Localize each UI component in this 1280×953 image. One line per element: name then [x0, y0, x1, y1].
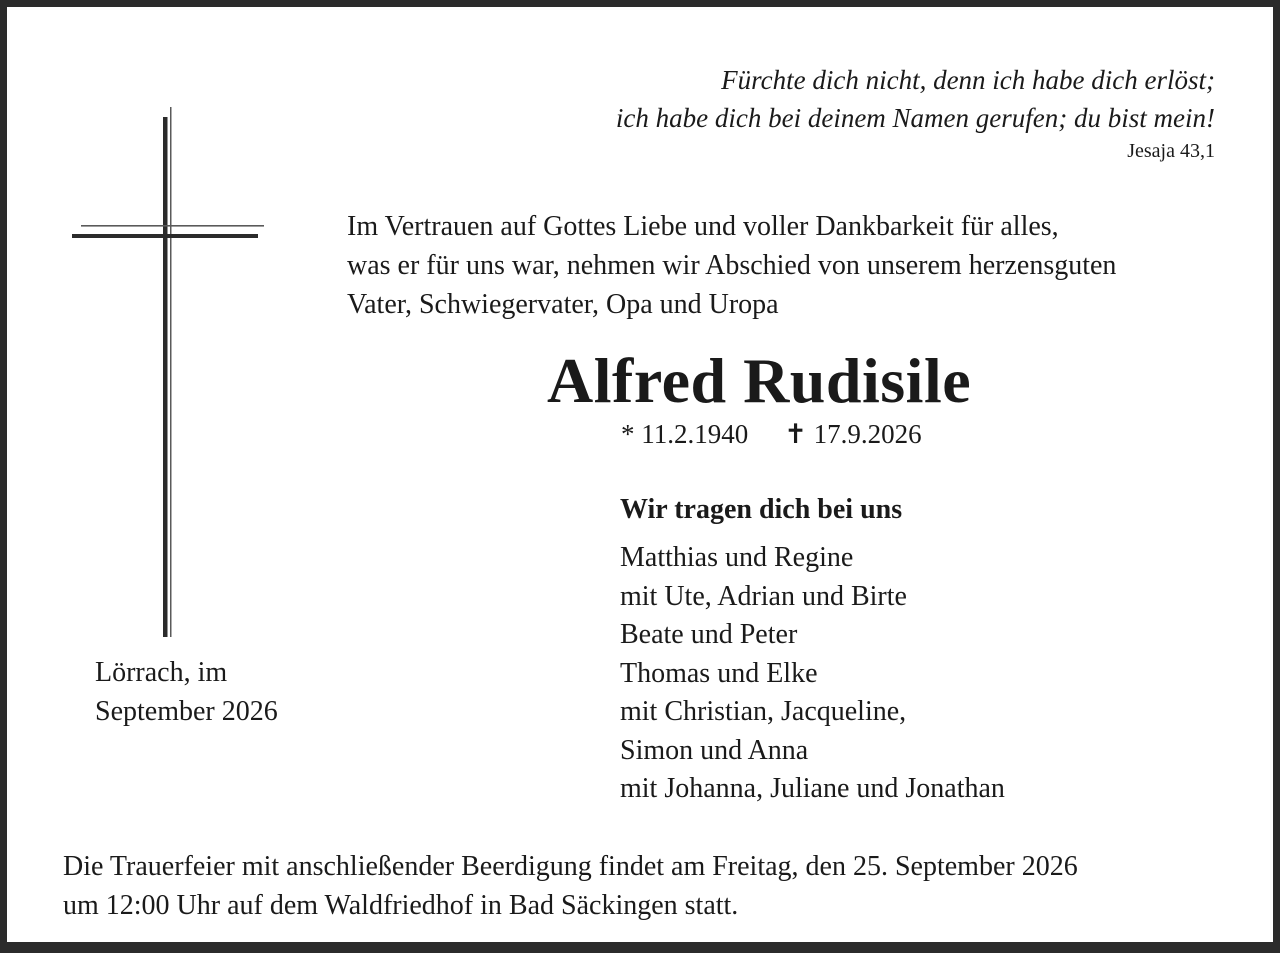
bible-verse-reference: Jesaja 43,1: [1127, 140, 1215, 162]
place-line: Lörrach, im: [95, 657, 228, 688]
date-line: September 2026: [95, 695, 278, 727]
mourner-line: mit Ute, Adrian und Birte: [620, 580, 907, 612]
deceased-name: Alfred Rudisile: [547, 345, 972, 416]
service-info: [63, 847, 1078, 925]
service-line: um 12:00 Uhr auf dem Waldfriedhof in Bad Säckingen statt.: [63, 890, 739, 921]
mourner-line: Matthias und Regine: [620, 542, 854, 573]
death-date: ✝ 17.9.2026: [784, 419, 922, 449]
intro-line: Vater, Schwiegervater, Opa und Uropa: [347, 289, 779, 320]
intro-line: was er für uns war, nehmen wir Abschied von unserem herzensguten: [347, 250, 1117, 281]
mourners-motto: Wir tragen dich bei uns: [620, 494, 903, 525]
intro-line: Im Vertrauen auf Gottes Liebe und voller Dankbarkeit für alles,: [347, 211, 1059, 242]
life-dates: [621, 417, 922, 451]
mourner-line: mit Johanna, Juliane und Jonathan: [620, 773, 1005, 804]
bible-verse: [616, 61, 1215, 137]
service-line: Die Trauerfeier mit anschließender Beerdigung findet am Freitag, den 25. September 2026: [63, 851, 1078, 882]
mourners-list: [620, 539, 1005, 809]
place-and-date: [95, 654, 278, 731]
bible-verse-line: Fürchte dich nicht, denn ich habe dich erlöst;: [721, 65, 1215, 95]
mourner-line: mit Christian, Jacqueline,: [620, 696, 907, 727]
birth-date: * 11.2.1940: [621, 419, 749, 449]
intro-text: [347, 207, 1116, 324]
cross-icon: [67, 105, 272, 641]
mourner-line: Beate und Peter: [620, 619, 798, 650]
bible-verse-line: ich habe dich bei deinem Namen gerufen; du bist mein!: [615, 103, 1215, 133]
mourner-line: Simon und Anna: [620, 734, 809, 766]
mourner-line: Thomas und Elke: [620, 657, 818, 689]
